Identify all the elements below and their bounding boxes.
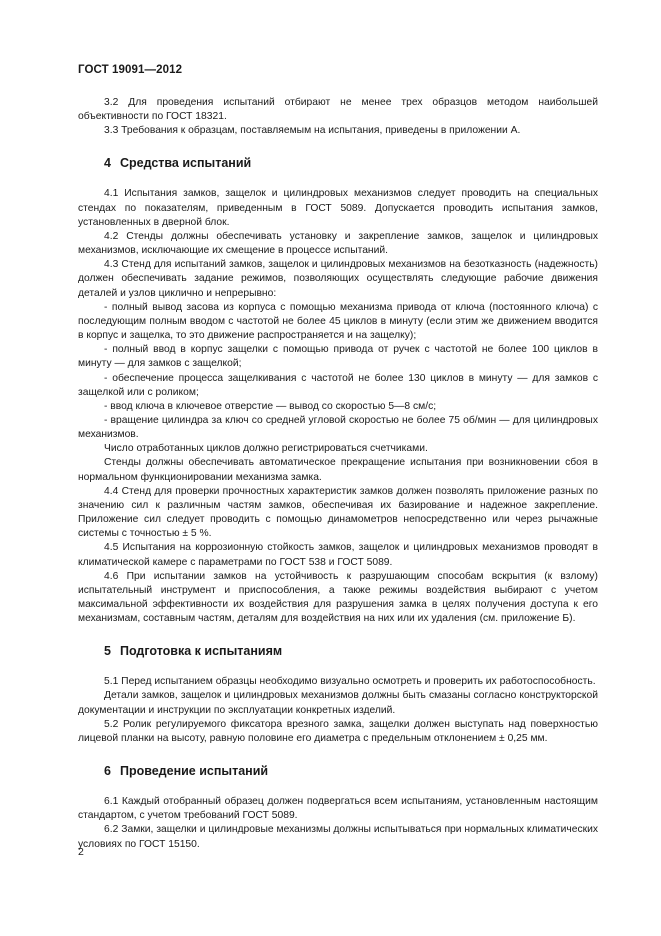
list-item: - ввод ключа в ключевое отверстие — вывод со скоростью 5—8 см/с; [104, 400, 437, 412]
clause-4-4: 4.4 Стенд для проверки прочностных характеристик замков должен позволять приложение разных по значению сил к различным частям замков, обеспечивая их базирование и надежное закрепление. Приложение сил следует проводить с помощью динамометров непосредственно или через рычажные системы с точностью ± 5 %. [78, 485, 598, 540]
clause-5-1: 5.1 Перед испытанием образцы необходимо визуально осмотреть и проверить их работоспособность. [104, 676, 596, 688]
clause-4-2: 4.2 Стенды должны обеспечивать установку и закрепление замков, защелок и цилиндровых механизмов, исключающие их смещение в процессе испытаний. [78, 230, 598, 257]
clause-6-1: 6.1 Каждый отобранный образец должен подвергаться всем испытаниям, установленным настоящим стандартом, с учетом требований ГОСТ 5089. [78, 796, 598, 822]
clause-3-2: 3.2 Для проведения испытаний отбирают не менее трех образцов методом наибольшей объективности по ГОСТ 18321. [78, 97, 598, 123]
clause-4-1: 4.1 Испытания замков, защелок и цилиндровых механизмов следует проводить на специальных стендах по показателям, приведенным в ГОСТ 5089. Допускается проводить испытания замков, установленных в дверной блок. [78, 188, 598, 228]
paragraph: Стенды должны обеспечивать автоматическое прекращение испытания при возникновении сбоя в нормальном функционировании механизма замка. [78, 457, 598, 483]
section-title: Проведение испытаний [119, 764, 269, 779]
page-number: 2 [78, 846, 84, 858]
clause-3-3: 3.3 Требования к образцам, поставляемым на испытания, приведены в приложении А. [104, 125, 521, 137]
section-4-heading [78, 155, 598, 171]
section-6-heading [78, 763, 598, 779]
section-number: 5 [104, 644, 111, 659]
document-code-header: ГОСТ 19091—2012 [78, 64, 183, 76]
section-number: 6 [104, 764, 111, 779]
list-item: - полный вывод засова из корпуса с помощью механизма привода от ключа (постоянного ключа) с последующим полным вводом с частотой не более 45 циклов в минуту (если этим же движением вводится в корпус и защелка, то это движение распространяется и на защелку); [78, 301, 598, 342]
list-item: - вращение цилиндра за ключ со средней угловой скоростью не более 75 об/мин — для цилиндровых механизмов. [78, 414, 598, 441]
clause-4-3: 4.3 Стенд для испытаний замков, защелок и цилиндровых механизмов на безотказность (надежность) должен обеспечивать задание режимов, позволяющих осуществлять следующие рабочие движения деталей и узлов циклично и непрерывно: [78, 259, 598, 299]
section-5-heading [78, 643, 598, 659]
list-item: - полный ввод в корпус защелки с помощью привода от ручек с частотой не более 100 циклов в минуту — для замков с защелкой; [78, 344, 598, 370]
clause-4-6: 4.6 При испытании замков на устойчивость к разрушающим способам вскрытия (к взлому) испытательный инструмент и приспособления, а также режимы воздействия выбирают с учетом максимальной эффективности их воздействия для разрушения замка в целях получения доступа к его механизмам, составным частям, деталям для воздействия на них или их удаления (см. приложение Б). [78, 570, 598, 625]
clause-5-2: 5.2 Ролик регулируемого фиксатора врезного замка, защелки должен выступать над поверхностью лицевой планки на высоту, равную половине его диаметра с предельным отклонением ± 0,25 мм. [78, 718, 598, 744]
section-number: 4 [104, 156, 111, 171]
list-item: - обеспечение процесса защелкивания с частотой не более 130 циклов в минуту — для замков с защелкой или с роликом; [78, 372, 598, 398]
paragraph: Детали замков, защелок и цилиндровых механизмов должны быть смазаны согласно конструкторской документации и инструкции по эксплуатации конкретных изделий. [78, 690, 598, 716]
clause-6-2: 6.2 Замки, защелки и цилиндровые механизмы должны испытываться при нормальных климатических условиях по ГОСТ 15150. [78, 824, 598, 850]
section-title: Подготовка к испытаниям [119, 644, 283, 659]
document-body [78, 96, 598, 852]
section-title: Средства испытаний [119, 156, 252, 171]
paragraph: Число отработанных циклов должно регистрироваться счетчиками. [104, 443, 428, 455]
clause-4-5: 4.5 Испытания на коррозионную стойкость замков, защелок и цилиндровых механизмов проводят в климатической камере с параметрами по ГОСТ 538 и ГОСТ 5089. [78, 542, 598, 568]
